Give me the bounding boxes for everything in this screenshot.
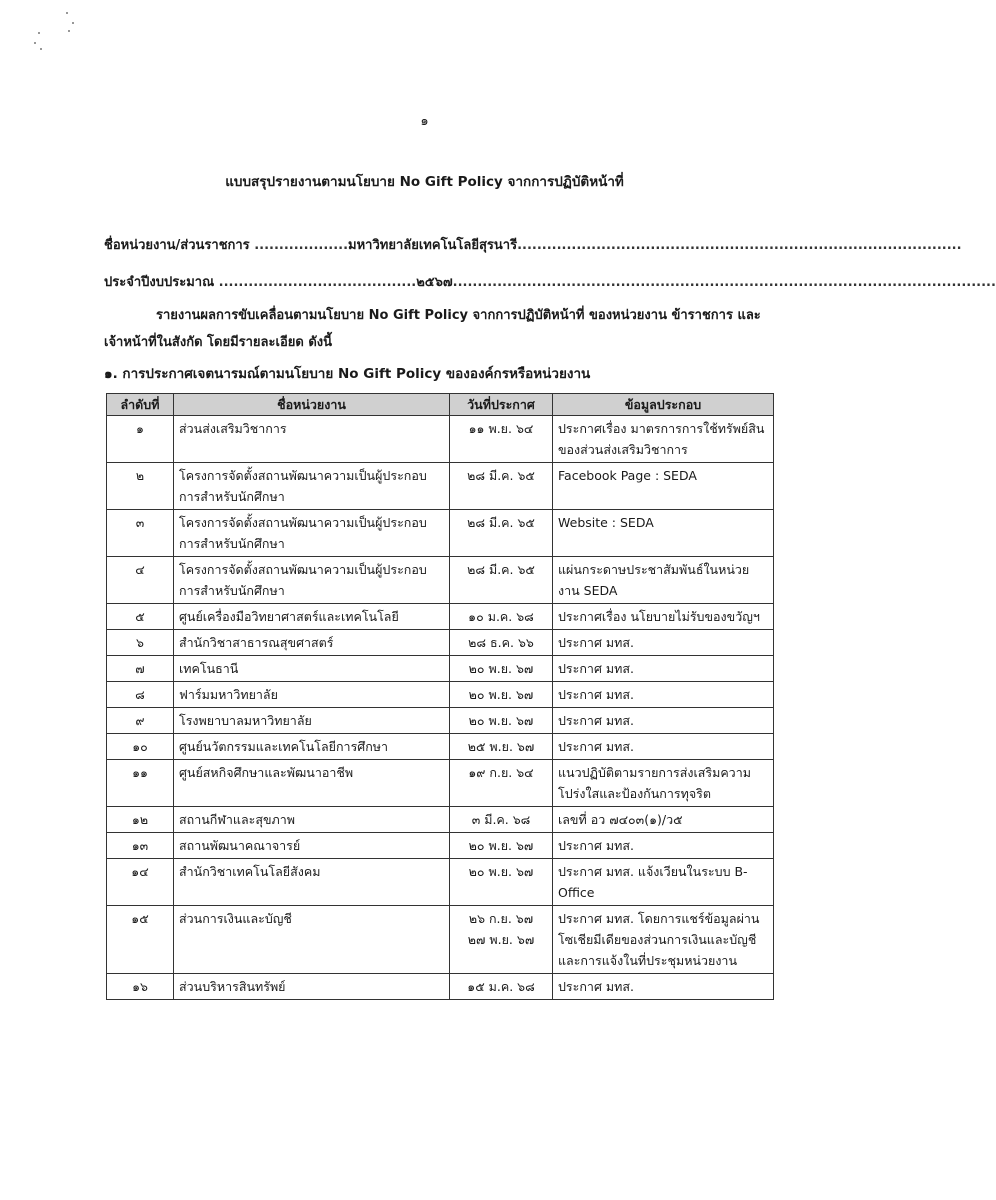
row-detail: ประกาศ มทส. แจ้งเวียนในระบบ B-Office: [553, 859, 774, 906]
row-detail: ประกาศเรื่อง นโยบายไม่รับของขวัญฯ: [553, 604, 774, 630]
row-unit: ส่วนการเงินและบัญชี: [174, 906, 450, 974]
row-detail: Facebook Page : SEDA: [553, 463, 774, 510]
row-detail: แนวปฏิบัติตามรายการส่งเสริมความโปร่งใสและป้องกันการทุจริต: [553, 760, 774, 807]
table-header-row: [107, 394, 774, 416]
row-no: ๕: [107, 604, 174, 630]
row-no: ๓: [107, 510, 174, 557]
row-detail: เลขที่ อว ๗๔๐๓(๑)/ว๕: [553, 807, 774, 833]
row-detail: ประกาศ มทส.: [553, 734, 774, 760]
row-detail: ประกาศ มทส.: [553, 682, 774, 708]
row-detail: แผ่นกระดาษประชาสัมพันธ์ในหน่วยงาน SEDA: [553, 557, 774, 604]
row-no: ๘: [107, 682, 174, 708]
agency-label: ชื่อหน่วยงาน/ส่วนราชการ: [104, 238, 250, 253]
row-unit: สถานกีฬาและสุขภาพ: [174, 807, 450, 833]
table-row: [107, 630, 774, 656]
row-no: ๗: [107, 656, 174, 682]
row-unit: สำนักวิชาสาธารณสุขศาสตร์: [174, 630, 450, 656]
row-no: ๑๑: [107, 760, 174, 807]
section-heading: ๑. การประกาศเจตนารมณ์ตามนโยบาย No Gift Policy ขององค์กรหรือหน่วยงาน: [104, 366, 591, 382]
row-date-second: ๒๗ พ.ย. ๖๗: [467, 932, 535, 947]
row-no: ๑๔: [107, 859, 174, 906]
table-row: [107, 974, 774, 1000]
row-unit: เทคโนธานี: [174, 656, 450, 682]
row-no: ๒: [107, 463, 174, 510]
row-date: ๑๐ ม.ค. ๖๘: [450, 604, 553, 630]
table-row: [107, 734, 774, 760]
table-row: [107, 656, 774, 682]
scan-specks: [28, 10, 88, 60]
row-date: ๒๘ ธ.ค. ๖๖: [450, 630, 553, 656]
row-detail: ประกาศ มทส.: [553, 656, 774, 682]
table-row: [107, 463, 774, 510]
row-detail: ประกาศ มทส. โดยการแชร์ข้อมูลผ่านโซเชียมีเดียของส่วนการเงินและบัญชี และการแจ้งในที่ประชุมหน่วยงาน: [553, 906, 774, 974]
agency-line: ชื่อหน่วยงาน/ส่วนราชการ ...................มหาวิทยาลัยเทคโนโลยีสุรนารี..........................................................................................: [104, 238, 962, 253]
row-unit: โครงการจัดตั้งสถานพัฒนาความเป็นผู้ประกอบการสำหรับนักศึกษา: [174, 463, 450, 510]
fiscal-year-label: ประจำปีงบประมาณ: [104, 275, 215, 290]
row-detail: Website : SEDA: [553, 510, 774, 557]
row-date: ๒๐ พ.ย. ๖๗: [450, 833, 553, 859]
fiscal-year-line: ประจำปีงบประมาณ ........................................๒๕๖๗..............................................................................................................: [104, 275, 996, 290]
row-no: ๑๕: [107, 906, 174, 974]
row-unit: ศูนย์นวัตกรรมและเทคโนโลยีการศึกษา: [174, 734, 450, 760]
table-row: [107, 833, 774, 859]
row-unit: ฟาร์มมหาวิทยาลัย: [174, 682, 450, 708]
row-unit: ศูนย์สหกิจศึกษาและพัฒนาอาชีพ: [174, 760, 450, 807]
row-unit: ส่วนบริหารสินทรัพย์: [174, 974, 450, 1000]
row-date: ๓ มี.ค. ๖๘: [450, 807, 553, 833]
header-no: ลำดับที่: [107, 394, 174, 416]
row-no: ๑: [107, 416, 174, 463]
row-date: ๒๘ มี.ค. ๖๕: [450, 510, 553, 557]
row-unit: โรงพยาบาลมหาวิทยาลัย: [174, 708, 450, 734]
row-date: ๑๑ พ.ย. ๖๔: [450, 416, 553, 463]
table-row: [107, 906, 774, 974]
row-date: ๒๐ พ.ย. ๖๗: [450, 859, 553, 906]
header-unit: ชื่อหน่วยงาน: [174, 394, 450, 416]
row-date: ๑๙ ก.ย. ๖๔: [450, 760, 553, 807]
table-row: [107, 708, 774, 734]
row-detail: ประกาศ มทส.: [553, 708, 774, 734]
row-unit: สำนักวิชาเทคโนโลยีสังคม: [174, 859, 450, 906]
row-no: ๔: [107, 557, 174, 604]
row-date: ๒๐ พ.ย. ๖๗: [450, 682, 553, 708]
table-row: [107, 604, 774, 630]
table-row: [107, 510, 774, 557]
row-no: ๙: [107, 708, 174, 734]
agency-value: มหาวิทยาลัยเทคโนโลยีสุรนารี: [348, 238, 518, 253]
table-row: [107, 760, 774, 807]
row-no: ๑๓: [107, 833, 174, 859]
row-date: ๒๐ พ.ย. ๖๗: [450, 708, 553, 734]
fiscal-year-value: ๒๕๖๗: [416, 275, 453, 290]
row-unit: ศูนย์เครื่องมือวิทยาศาสตร์และเทคโนโลยี: [174, 604, 450, 630]
row-date: ๒๘ มี.ค. ๖๕: [450, 463, 553, 510]
row-detail: ประกาศ มทส.: [553, 630, 774, 656]
row-date: ๒๕ พ.ย. ๖๗: [450, 734, 553, 760]
row-date: ๑๕ ม.ค. ๖๘: [450, 974, 553, 1000]
row-date-cell: [450, 906, 553, 974]
row-no: ๑๖: [107, 974, 174, 1000]
row-unit: สถานพัฒนาคณาจารย์: [174, 833, 450, 859]
row-unit: โครงการจัดตั้งสถานพัฒนาความเป็นผู้ประกอบการสำหรับนักศึกษา: [174, 557, 450, 604]
row-detail: ประกาศเรื่อง มาตรการการใช้ทรัพย์สินของส่วนส่งเสริมวิชาการ: [553, 416, 774, 463]
declaration-table: [106, 393, 774, 1000]
row-date: ๒๘ มี.ค. ๖๕: [450, 557, 553, 604]
table-row: [107, 682, 774, 708]
row-detail: ประกาศ มทส.: [553, 833, 774, 859]
table-row: [107, 807, 774, 833]
document-title: แบบสรุปรายงานตามนโยบาย No Gift Policy จากการปฏิบัติหน้าที่: [225, 174, 624, 190]
row-no: ๖: [107, 630, 174, 656]
header-detail: ข้อมูลประกอบ: [553, 394, 774, 416]
row-date: ๒๐ พ.ย. ๖๗: [450, 656, 553, 682]
row-unit: ส่วนส่งเสริมวิชาการ: [174, 416, 450, 463]
table-row: [107, 859, 774, 906]
row-no: ๑๒: [107, 807, 174, 833]
row-unit: โครงการจัดตั้งสถานพัฒนาความเป็นผู้ประกอบการสำหรับนักศึกษา: [174, 510, 450, 557]
table-row: [107, 416, 774, 463]
intro-paragraph: รายงานผลการขับเคลื่อนตามนโยบาย No Gift Policy จากการปฏิบัติหน้าที่ ของหน่วยงาน ข้าราชการ และเจ้าหน้าที่ในสังกัด โดยมีรายละเอียด ดังนี้: [104, 308, 761, 350]
page-number: ๑: [420, 114, 429, 129]
header-date: วันที่ประกาศ: [450, 394, 553, 416]
row-detail: ประกาศ มทส.: [553, 974, 774, 1000]
table-row: [107, 557, 774, 604]
row-date: ๒๖ ก.ย. ๖๗: [468, 911, 534, 926]
row-no: ๑๐: [107, 734, 174, 760]
